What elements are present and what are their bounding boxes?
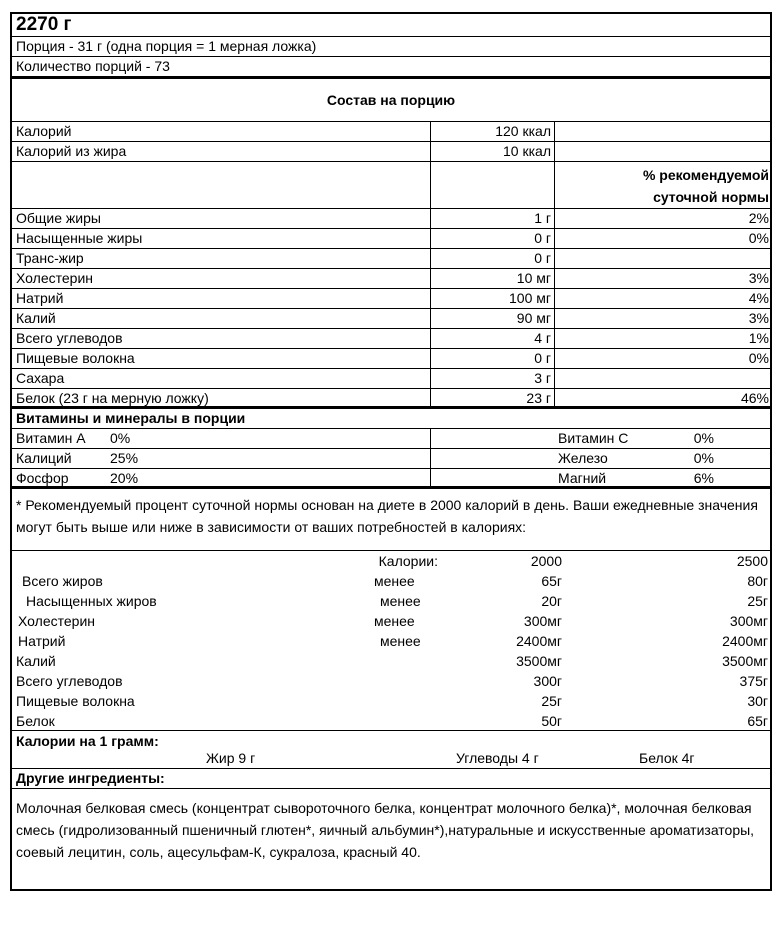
nutrient-row bbox=[12, 309, 770, 329]
vitamin-mid bbox=[430, 469, 431, 486]
reference-table bbox=[12, 551, 770, 731]
nutrient-dv: 46% bbox=[554, 389, 772, 406]
nutrient-amount: 3 г bbox=[430, 369, 554, 388]
calorie-dv bbox=[554, 122, 772, 141]
reference-qualifier: менее bbox=[380, 633, 421, 649]
servings-count: Количество порций - 73 bbox=[16, 58, 170, 74]
per-gram-row bbox=[12, 731, 770, 769]
nutrient-row bbox=[12, 229, 770, 249]
calorie-row bbox=[12, 122, 770, 142]
nutrition-label bbox=[10, 12, 772, 891]
reference-nutrient: Всего жиров bbox=[22, 573, 103, 589]
vitamin-left-name: Витамин А bbox=[16, 430, 86, 446]
reference-nutrient: Калий bbox=[16, 653, 56, 669]
reference-value-2000: 65г bbox=[541, 573, 562, 589]
reference-nutrient: Пищевые волокна bbox=[16, 693, 135, 709]
reference-nutrient: Натрий bbox=[18, 633, 66, 649]
nutrient-row bbox=[12, 209, 770, 229]
servings-row bbox=[12, 57, 770, 79]
calorie-row bbox=[12, 142, 770, 162]
reference-value-2000: 300мг bbox=[523, 613, 562, 629]
vitamin-left-value: 20% bbox=[110, 470, 139, 486]
ingredients-row bbox=[12, 789, 770, 889]
nutrient-dv: 1% bbox=[554, 329, 772, 348]
reference-value-2500: 65г bbox=[747, 713, 768, 729]
reference-value-2500: 300мг bbox=[729, 613, 768, 629]
serving-size: Порция - 31 г (одна порция = 1 мерная ложка) bbox=[16, 38, 317, 54]
nutrient-dv: 3% bbox=[554, 269, 772, 288]
nutrient-amount: 0 г bbox=[430, 229, 554, 248]
nutrient-amount: 90 мг bbox=[430, 309, 554, 328]
ingredients-text: Молочная белковая смесь (концентрат сывороточного белка, концентрат молочного белка)*, молочная белковая смесь (гидролизованный пшеничный глютен*, яичный альбумин*),натуральные и искусственные ароматизаторы, соевый лецитин, соль, ацесульфам-К, сукралоза, красный 40. bbox=[16, 800, 755, 860]
nutrient-row bbox=[12, 269, 770, 289]
nutrient-name: Всего углеводов bbox=[16, 330, 123, 346]
reference-value-2000: 300г bbox=[533, 673, 562, 689]
calorie-name: Калорий bbox=[16, 123, 72, 139]
vitamin-right-value: 6% bbox=[693, 470, 714, 486]
vitamin-left-value: 25% bbox=[110, 450, 139, 466]
nutrient-row bbox=[12, 369, 770, 389]
vitamins-title-row bbox=[12, 409, 770, 429]
reference-value-2500: 2400мг bbox=[722, 633, 768, 649]
vitamin-mid bbox=[430, 429, 431, 448]
vitamin-row bbox=[12, 429, 770, 449]
nutrient-row bbox=[12, 389, 770, 409]
nutrient-name: Общие жиры bbox=[16, 210, 101, 226]
vitamin-right-value: 0% bbox=[693, 430, 714, 446]
vitamin-right-name: Магний bbox=[558, 470, 607, 486]
per-gram-carbs: Углеводы 4 г bbox=[456, 750, 539, 766]
vitamin-left-name: Фосфор bbox=[16, 470, 69, 486]
reference-calories-label: Калории: bbox=[378, 553, 438, 569]
nutrient-dv bbox=[554, 369, 772, 388]
nutrient-dv: 0% bbox=[554, 229, 772, 248]
calorie-name: Калорий из жира bbox=[16, 143, 127, 159]
reference-nutrient: Насыщенных жиров bbox=[26, 593, 157, 609]
nutrient-amount: 23 г bbox=[430, 389, 554, 406]
nutrient-amount: 0 г bbox=[430, 249, 554, 268]
reference-value-2500: 3500мг bbox=[722, 653, 768, 669]
nutrient-dv: 3% bbox=[554, 309, 772, 328]
nutrient-dv: 4% bbox=[554, 289, 772, 308]
nutrient-dv: 2% bbox=[554, 209, 772, 228]
package-weight: 2270 г bbox=[16, 14, 72, 35]
dv-header-line1: % рекомендуемой bbox=[642, 167, 769, 183]
dv-header bbox=[554, 162, 772, 208]
reference-qualifier: менее bbox=[374, 613, 415, 629]
nutrient-row bbox=[12, 349, 770, 369]
nutrient-row bbox=[12, 249, 770, 269]
ingredients-title-row bbox=[12, 769, 770, 789]
reference-value-2000: 3500мг bbox=[516, 653, 562, 669]
ingredients-title: Другие ингредиенты: bbox=[16, 770, 165, 786]
reference-value-2500: 30г bbox=[747, 693, 768, 709]
reference-value-2000: 20г bbox=[541, 593, 562, 609]
nutrient-dv bbox=[554, 249, 772, 268]
reference-qualifier: менее bbox=[374, 573, 415, 589]
vitamin-right-value: 0% bbox=[693, 450, 714, 466]
nutrient-dv: 0% bbox=[554, 349, 772, 368]
nutrient-amount: 4 г bbox=[430, 329, 554, 348]
nutrient-name: Натрий bbox=[16, 290, 64, 306]
reference-col2: 2500 bbox=[736, 553, 768, 569]
reference-nutrient: Всего углеводов bbox=[16, 673, 123, 689]
weight-row bbox=[12, 14, 770, 37]
reference-value-2500: 375г bbox=[739, 673, 768, 689]
reference-value-2500: 80г bbox=[747, 573, 768, 589]
footnote: * Рекомендуемый процент суточной нормы основан на диете в 2000 калорий в день. Ваши ежедневные значения могут быть выше или ниже в зависимости от ваших потребностей в калориях: bbox=[16, 497, 758, 535]
per-gram-title: Калории на 1 грамм: bbox=[16, 733, 159, 749]
vitamin-mid bbox=[430, 449, 431, 468]
dv-header-line2: суточной нормы bbox=[653, 189, 769, 205]
serving-row bbox=[12, 37, 770, 57]
nutrient-name: Насыщенные жиры bbox=[16, 230, 143, 246]
vitamins-title: Витамины и минералы в порции bbox=[16, 410, 246, 426]
nutrient-name: Белок (23 г на мерную ложку) bbox=[16, 390, 209, 406]
vitamin-left-name: Калиций bbox=[16, 450, 72, 466]
reference-col1: 2000 bbox=[530, 553, 562, 569]
vitamin-left-value: 0% bbox=[110, 430, 131, 446]
nutrient-row bbox=[12, 329, 770, 349]
nutrient-name: Транс-жир bbox=[16, 250, 84, 266]
reference-value-2000: 2400мг bbox=[516, 633, 562, 649]
per-gram-protein: Белок 4г bbox=[639, 750, 695, 766]
nutrient-name: Калий bbox=[16, 310, 56, 326]
vitamin-right-name: Витамин С bbox=[558, 430, 629, 446]
nutrient-amount: 10 мг bbox=[430, 269, 554, 288]
section-title: Состав на порцию bbox=[326, 92, 456, 108]
nutrient-name: Сахара bbox=[16, 370, 65, 386]
vitamin-row bbox=[12, 449, 770, 469]
section-title-row bbox=[12, 79, 770, 122]
per-gram-fat: Жир 9 г bbox=[206, 750, 256, 766]
calorie-amount: 10 ккал bbox=[430, 142, 554, 161]
reference-nutrient: Холестерин bbox=[18, 613, 95, 629]
reference-value-2000: 50г bbox=[541, 713, 562, 729]
reference-value-2500: 25г bbox=[747, 593, 768, 609]
reference-qualifier: менее bbox=[380, 593, 421, 609]
calorie-amount: 120 ккал bbox=[430, 122, 554, 141]
dv-header-row bbox=[12, 162, 770, 209]
nutrient-name: Холестерин bbox=[16, 270, 93, 286]
calorie-dv bbox=[554, 142, 772, 161]
nutrient-name: Пищевые волокна bbox=[16, 350, 135, 366]
reference-value-2000: 25г bbox=[541, 693, 562, 709]
nutrient-amount: 1 г bbox=[430, 209, 554, 228]
nutrient-row bbox=[12, 289, 770, 309]
nutrient-amount: 100 мг bbox=[430, 289, 554, 308]
reference-nutrient: Белок bbox=[16, 713, 55, 729]
nutrient-amount: 0 г bbox=[430, 349, 554, 368]
vitamin-row bbox=[12, 469, 770, 489]
vitamin-right-name: Железо bbox=[558, 450, 608, 466]
footnote-row bbox=[12, 489, 770, 551]
